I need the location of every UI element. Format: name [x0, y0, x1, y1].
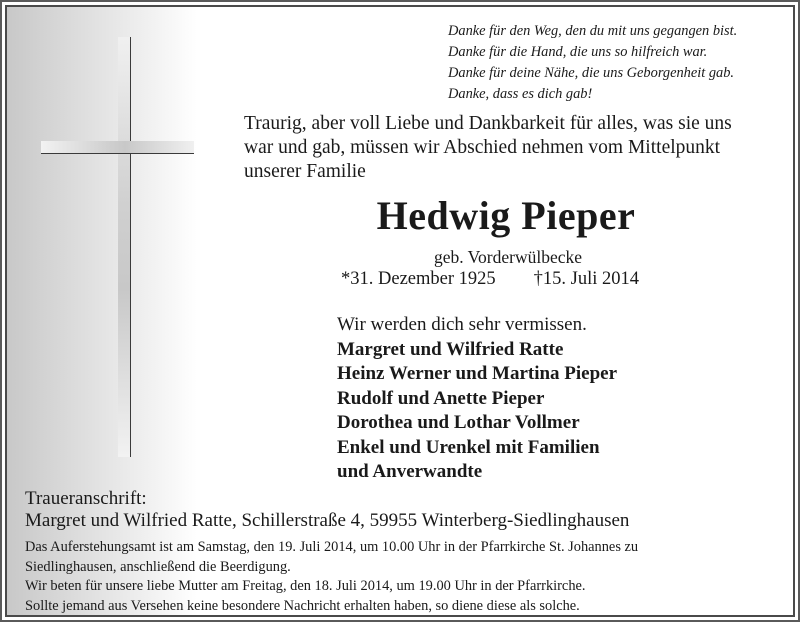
intro-text: [244, 112, 795, 184]
note-line: Das Auferstehungsamt ist am Samstag, den 19. Juli 2014, um 10.00 Uhr in der Pfarrkirche St. Johannes zu: [25, 539, 639, 555]
address-value: Margret und Wilfried Ratte, Schillerstraße 4, 59955 Winterberg-Siedlinghausen: [25, 510, 630, 531]
intro-line: unserer Familie: [244, 161, 366, 182]
family-member: Rudolf und Anette Pieper: [337, 387, 545, 409]
poem-line: Danke für die Hand, die uns so hilfreich war.: [448, 44, 708, 60]
intro-line: war und gab, müssen wir Abschied nehmen vom Mittelpunkt: [244, 137, 721, 158]
note-line: Siedlinghausen, anschließend die Beerdigung.: [25, 558, 291, 575]
family-member: Enkel und Urenkel mit Familien: [337, 436, 600, 458]
obituary-card: [5, 5, 795, 617]
birth-name: geb. Vorderwülbecke: [433, 247, 583, 267]
family-member: und Anverwandte: [337, 461, 483, 482]
family-member: Margret und Wilfried Ratte: [337, 338, 564, 360]
poem-line: Danke für deine Nähe, die uns Geborgenheit gab.: [448, 65, 735, 81]
poem: [448, 21, 737, 105]
poem-line: Danke für den Weg, den du mit uns gegangen bist.: [448, 23, 738, 39]
cross-horizontal-beam: [41, 141, 194, 154]
deceased-name: Hedwig Pieper: [376, 193, 636, 238]
note-line: Sollte jemand aus Versehen keine besondere Nachricht erhalten haben, so diene diese als solche.: [25, 597, 580, 614]
note-line: Wir beten für unsere liebe Mutter am Freitag, den 18. Juli 2014, um 19.00 Uhr in der Pfarrkirche.: [25, 578, 586, 594]
family-list: [337, 313, 617, 485]
death-date: †15. Juli 2014: [533, 269, 639, 289]
poem-line: Danke, dass es dich gab!: [448, 86, 593, 102]
address-label: Traueranschrift:: [25, 488, 147, 509]
service-notes: [25, 538, 638, 616]
intro-line: Traurig, aber voll Liebe und Dankbarkeit für alles, was sie uns: [244, 113, 732, 134]
life-dates: [341, 269, 639, 290]
family-member: Heinz Werner und Martina Pieper: [337, 363, 618, 384]
birth-date: *31. Dezember 1925: [341, 269, 496, 289]
farewell-line: Wir werden dich sehr vermissen.: [337, 314, 587, 335]
family-member: Dorothea und Lothar Vollmer: [337, 412, 580, 433]
